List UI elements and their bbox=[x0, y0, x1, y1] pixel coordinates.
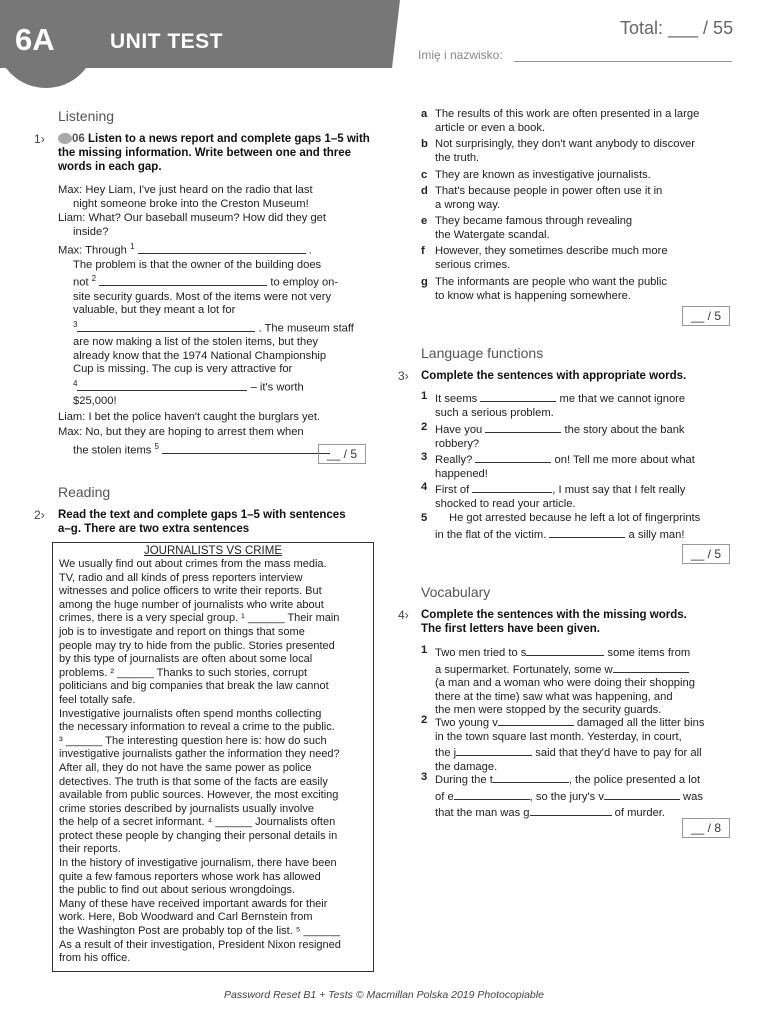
article-line: After all, they do not have the same power as police bbox=[59, 761, 312, 774]
dialogue-line: Liam: What? Our baseball museum? How did they get bbox=[58, 212, 327, 225]
exercise-number: 4› bbox=[398, 608, 409, 622]
language-functions-score[interactable]: __ / 5 bbox=[682, 544, 730, 564]
reading-instruction: Read the text and complete gaps 1–5 with sentences a–g. There are two extra sentences bbox=[58, 509, 346, 535]
vocab-gap-2a[interactable] bbox=[498, 714, 574, 726]
article-line: their reports. bbox=[59, 843, 121, 856]
option-text: the truth. bbox=[435, 151, 480, 164]
option-letter: f bbox=[421, 245, 425, 257]
article-line: by this type of journalists are often about some local bbox=[59, 653, 313, 666]
cd-icon bbox=[58, 133, 72, 144]
option-text: They became famous through revealing bbox=[435, 215, 633, 227]
vocabulary-score[interactable]: __ / 8 bbox=[682, 818, 730, 838]
total-score: Total: ___ / 55 bbox=[620, 18, 734, 38]
article-line: witnesses and police officers to write their reports. But bbox=[59, 585, 322, 598]
option-letter: c bbox=[421, 169, 428, 181]
language-functions-heading: Language functions bbox=[421, 345, 544, 361]
exercise-number: 2› bbox=[34, 508, 45, 522]
gap-3[interactable] bbox=[77, 320, 255, 332]
article-line: protect these people by changing their personal details in bbox=[59, 829, 338, 842]
dialogue-line: Max: Hey Liam, I've just heard on the radio that last bbox=[58, 184, 313, 196]
option-letter: a bbox=[421, 108, 428, 120]
article-line: TV, radio and all kinds of press reporters interview bbox=[59, 571, 303, 584]
lf-gap-5[interactable] bbox=[549, 526, 625, 538]
exercise-number: 3› bbox=[398, 369, 409, 383]
dialogue-line: inside? bbox=[73, 225, 109, 238]
article-line: people may try to hide from the public. Stories presented bbox=[59, 639, 335, 652]
article-body bbox=[53, 557, 373, 966]
option-text: article or even a book. bbox=[435, 121, 546, 134]
article-line: As a result of their investigation, President Nixon resigned bbox=[59, 938, 341, 951]
lf-gap-4[interactable] bbox=[472, 481, 552, 493]
gap-5[interactable] bbox=[162, 442, 330, 454]
option-text: to know what is happening somewhere. bbox=[435, 289, 631, 302]
article-line: the necessary information to reveal a crime to the public. bbox=[59, 721, 335, 734]
article-line: detectives. The truth is that some of the facts are easily bbox=[59, 775, 328, 788]
article-line: Investigative journalists often spend months collecting bbox=[59, 707, 322, 720]
article-line: the Washington Post are probably top of the list. ⁵ ______ bbox=[59, 925, 341, 938]
name-input[interactable] bbox=[514, 61, 732, 62]
reading-score[interactable]: __ / 5 bbox=[682, 306, 730, 326]
article-line: ³ ______ The interesting question here is: how do such bbox=[59, 734, 327, 747]
listening-score[interactable]: __ / 5 bbox=[318, 444, 366, 464]
option-letter: g bbox=[421, 276, 428, 288]
lf-gap-3[interactable] bbox=[475, 451, 551, 463]
dialogue-line: night someone broke into the Creston Museum! bbox=[73, 197, 309, 210]
name-label: Imię i nazwisko: bbox=[418, 48, 503, 62]
article-line: investigative journalists gather the information they need? bbox=[59, 748, 340, 761]
option-text: That's because people in power often use it in bbox=[435, 185, 663, 197]
option-text: The informants are people who want the public bbox=[435, 276, 667, 288]
gap-2[interactable] bbox=[99, 274, 267, 286]
option-text: Not surprisingly, they don't want anybody to discover bbox=[435, 138, 695, 150]
listening-dialogue: Max: Hey Liam, I've just heard on the radio that last night someone broke into the Creston Museum! Liam: What? Our baseball museum? How did they get inside? Max: Through $^1$ . The problem is that the owner of the building does not $^2$ to employ on- site security guards. Most of the items were not very valuable, but they meant a lot for $^3$ . The museum staff are now making a list of the stolen items, but they already know that the 1974 National Championship Cup is missing. The cup is very attractive for $^4$ – it's worth $25,000! Liam: I bet the police haven't caught the burglars yet. Max: No, but they are hoping to arrest them when the stolen items $^5$ bbox=[58, 184, 373, 458]
exercise-number: 1› bbox=[34, 132, 45, 146]
unit-badge: 6A bbox=[15, 22, 55, 57]
article-line: politicians and big companies that break the law cannot bbox=[59, 680, 329, 693]
vocabulary-instruction: Complete the sentences with the missing words. The first letters have been given. bbox=[421, 609, 687, 635]
reading-heading: Reading bbox=[58, 484, 111, 500]
vocab-gap-2b[interactable] bbox=[456, 744, 532, 756]
option-text: a wrong way. bbox=[435, 198, 501, 211]
footer-copyright: Password Reset B1 + Tests © Macmillan Polska 2019 Photocopiable bbox=[224, 989, 544, 1001]
page-title: UNIT TEST bbox=[110, 30, 223, 53]
listening-heading: Listening bbox=[58, 108, 115, 124]
vocab-gap-3d[interactable] bbox=[530, 804, 612, 816]
vocab-gap-1b[interactable] bbox=[613, 661, 689, 673]
article-line: feel totally safe. bbox=[59, 693, 136, 706]
lf-gap-2[interactable] bbox=[485, 421, 561, 433]
option-text: the Watergate scandal. bbox=[435, 228, 550, 241]
article-line: from his office. bbox=[59, 952, 131, 965]
article-line: work. Here, Bob Woodward and Carl Bernstein from bbox=[59, 911, 313, 924]
article-line: We usually find out about crimes from the mass media. bbox=[59, 558, 327, 570]
article-line: In the history of investigative journalism, there have been bbox=[59, 857, 337, 870]
vocab-gap-3b[interactable] bbox=[454, 788, 530, 800]
article-title: JOURNALISTS VS CRIME bbox=[143, 545, 283, 557]
vocab-gap-3c[interactable] bbox=[604, 788, 680, 800]
option-letter: e bbox=[421, 215, 428, 227]
option-text: The results of this work are often presented in a large bbox=[435, 108, 700, 120]
option-text: They are known as investigative journalists. bbox=[435, 169, 651, 181]
lf-gap-1[interactable] bbox=[480, 390, 556, 402]
option-text: serious crimes. bbox=[435, 258, 511, 271]
vocab-gap-3a[interactable] bbox=[493, 771, 569, 783]
gap-4[interactable] bbox=[77, 379, 247, 391]
article-line: problems. ² ______ Thanks to such stories, corrupt bbox=[59, 666, 308, 679]
vocabulary-heading: Vocabulary bbox=[421, 584, 491, 600]
article-line: available from public sources. However, the most exciting bbox=[59, 789, 339, 802]
article-line: the public to find out about serious wrongdoings. bbox=[59, 884, 296, 897]
article-line: quite a few famous reporters whose work has allowed bbox=[59, 870, 321, 883]
article-line: Many of these have received important awards for their bbox=[59, 897, 328, 910]
vocab-gap-1a[interactable] bbox=[526, 644, 604, 656]
article-line: the help of a secret informant. ⁴ ______ Journalists often bbox=[59, 816, 336, 829]
listening-instruction: 06 Listen to a news report and complete gaps 1–5 with the missing information. Write between one and three words in each gap. bbox=[58, 133, 370, 173]
article-line: among the huge number of journalists who write about bbox=[59, 598, 324, 611]
language-functions-instruction: Complete the sentences with appropriate words. bbox=[421, 370, 687, 382]
article-line: crime stories described by journalists usually involve bbox=[59, 802, 314, 815]
gap-1[interactable] bbox=[138, 242, 306, 254]
reading-article bbox=[52, 542, 374, 972]
article-line: crimes, there is a very special group. ¹ ______ Their main bbox=[59, 612, 340, 625]
article-line: job is to investigate and report on things that some bbox=[59, 625, 305, 638]
option-letter: d bbox=[421, 185, 428, 197]
option-letter: b bbox=[421, 138, 428, 150]
option-text: However, they sometimes describe much more bbox=[435, 245, 668, 257]
